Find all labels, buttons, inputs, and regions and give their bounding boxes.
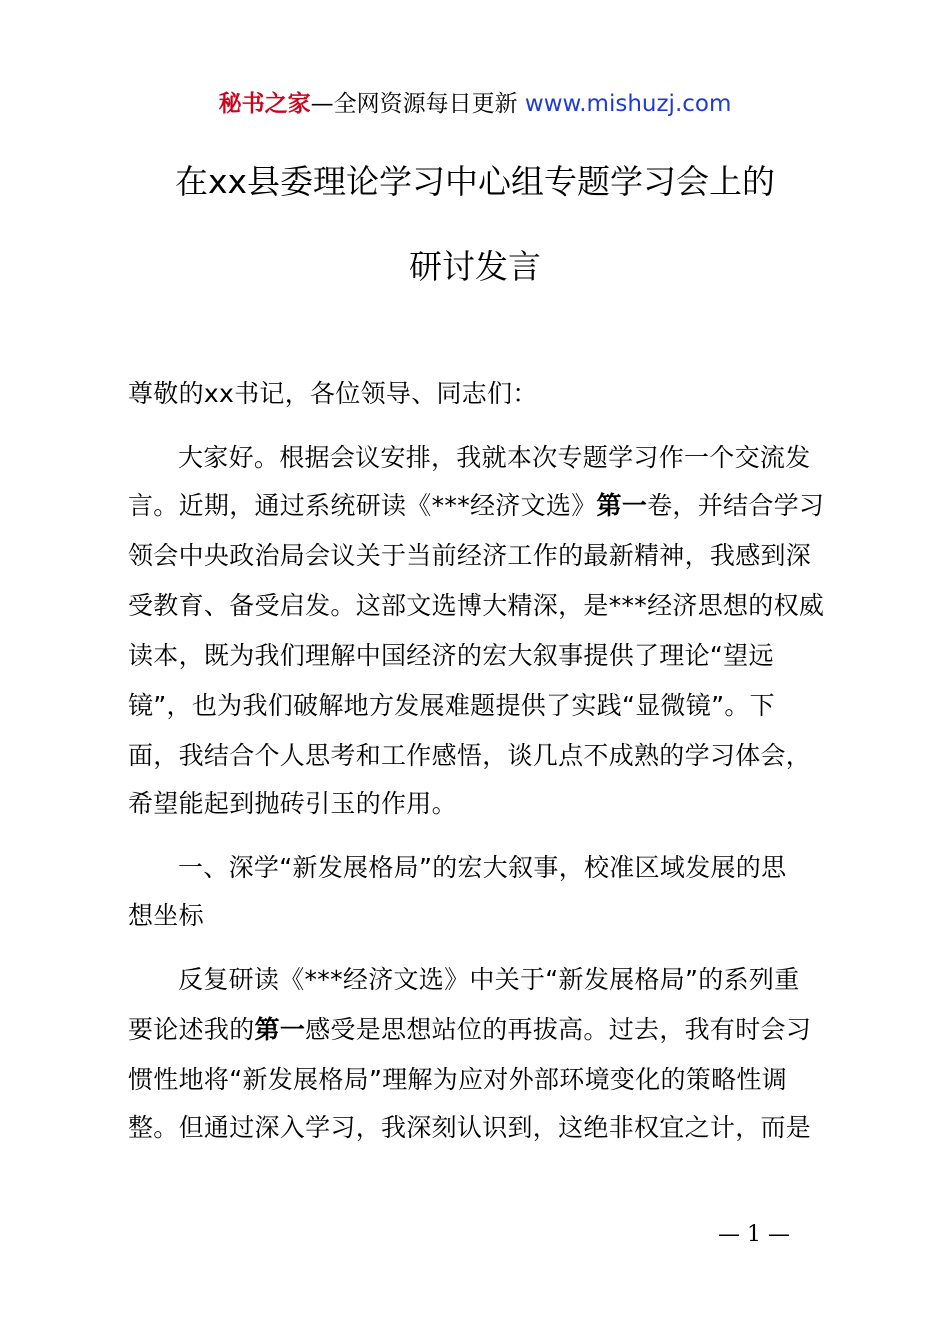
page-number: — 1 — [718, 1222, 790, 1247]
paragraph-2-line-3: 惯性地将“新发展格局”理解为应对外部环境变化的策略性调 [128, 1065, 788, 1094]
site-header [0, 86, 950, 122]
text-run: 卷，并结合学习 [647, 491, 825, 520]
bold-text-run: 第一 [254, 1015, 306, 1044]
paragraph-1-line-8: 希望能起到抛砖引玉的作用。 [128, 789, 457, 818]
brand-name: 秘书之家 [218, 91, 311, 117]
salutation: 尊敬的xx书记，各位领导、同志们： [128, 379, 538, 408]
section-heading-1-line-1: 一、深学“新发展格局”的宏大叙事，校准区域发展的思 [178, 853, 787, 882]
header-tagline: —全网资源每日更新 [310, 91, 518, 117]
paragraph-2-line-2 [128, 1012, 811, 1048]
document-title-line-1: 在xx县委理论学习中心组专题学习会上的 [174, 162, 776, 201]
paragraph-2-line-4: 整。但通过深入学习，我深刻认识到，这绝非权宜之计，而是 [128, 1113, 812, 1142]
bold-text-run: 第一 [596, 491, 648, 520]
paragraph-1-line-2 [128, 488, 824, 524]
paragraph-1-line-1: 大家好。根据会议安排，我就本次专题学习作一个交流发 [178, 443, 811, 472]
text-run: 言。近期，通过系统研读《***经济文选》 [128, 491, 597, 520]
text-run: 感受是思想站位的再拔高。过去，我有时会习 [305, 1015, 812, 1044]
paragraph-1-line-5: 读本，既为我们理解中国经济的宏大叙事提供了理论“望远 [128, 641, 774, 670]
section-heading-1-line-2: 想坐标 [128, 901, 204, 930]
paragraph-1-line-3: 领会中央政治局会议关于当前经济工作的最新精神，我感到深 [128, 541, 812, 570]
text-run: 要论述我的 [128, 1015, 255, 1044]
paragraph-1-line-6: 镜”，也为我们破解地方发展难题提供了实践“显微镜”。下 [128, 691, 775, 720]
paragraph-2-line-1: 反复研读《***经济文选》中关于“新发展格局”的系列重 [178, 965, 800, 994]
document-title-line-2: 研讨发言 [409, 247, 541, 286]
paragraph-1-line-4: 受教育、备受启发。这部文选博大精深，是***经济思想的权威 [128, 591, 825, 620]
site-url-link[interactable]: www.mishuzj.com [524, 91, 732, 117]
paragraph-1-line-7: 面，我结合个人思考和工作感悟，谈几点不成熟的学习体会， [128, 741, 812, 770]
